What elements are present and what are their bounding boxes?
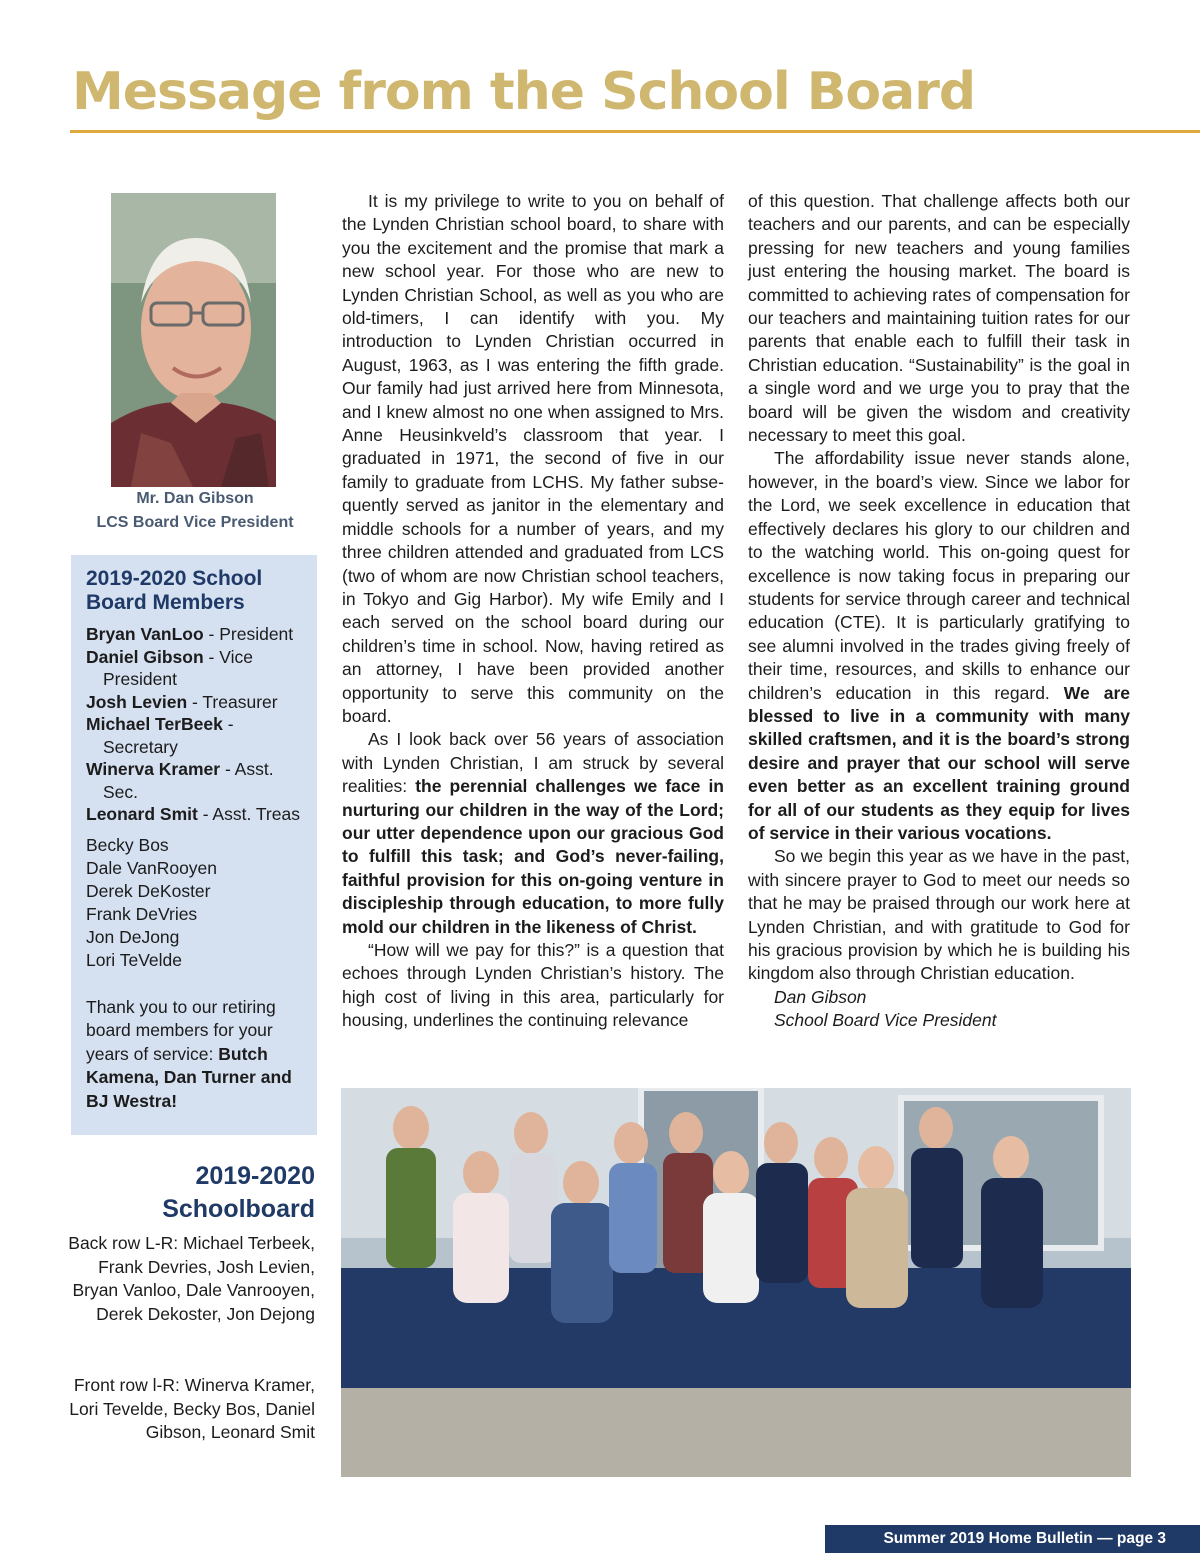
paragraph-emphasis: We are blessed to live in a community with many skilled craftsmen, and it is the board’s strong desire and prayer that our school will serve even better as an excellent training ground for all of our students as they equip for lives of service in their various vocations. [748,682,1130,843]
page-title: Message from the School Board [72,62,976,122]
front-row-caption: Front row l-R: Winerva Kramer, Lori Tevelde, Becky Bos, Daniel Gibson, Leonard Smit [69,1375,315,1442]
officer-role: - Asst. Sec. [103,759,274,802]
member-item: Dale VanRooyen [86,857,218,878]
schoolboard-heading-year: 2019-2020 [195,1162,315,1190]
officer-name: Josh Levien [86,691,188,712]
member-item: Derek DeKoster [86,880,211,901]
letter-paragraph: So we begin this year as we have in the past, with sincere prayer to God to meet our needs so that he may be praised through our work here at Lynden Christian, and with gratitude to God for his gracious provision by which he is building his kingdom also through Christian education. [748,846,1130,984]
paragraph-text: As I look back over 56 years of association with Lynden Christian, I am struck by several realities: [342,729,724,797]
officer-name: Leonard Smit [86,804,198,824]
portrait-illustration [111,193,276,487]
letter-column-1 [342,190,724,1033]
thanks-text: Thank you to our retiring board members for your years of service: [86,996,276,1064]
officer-name: Daniel Gibson [86,646,204,667]
letter-paragraph: “How will we pay for this?” is a question that echoes through Lynden Christian’s history. The high cost of living in this area, particularly for housing, underlines the continuing relevance [342,940,724,1031]
officer-item [86,646,303,691]
officer-name: Bryan VanLoo [86,624,204,644]
title-underline [70,130,1200,133]
letter-paragraph: of this question. That challenge affects both our teachers and our parents, and can be especially pressing for new teachers and young families just entering the housing market. The board is committed to achieving rates of compensation for our teachers and maintaining tuition rates for our parents that enable each to fulfill their task in Christian education. “Sustainability” is the goal in a single word and we urge you to pray that the board will be given the wisdom and creativity necessary to meet this goal. [748,191,1130,446]
member-item: Lori TeVelde [86,949,183,970]
officer-item [86,713,303,758]
signature-title: School Board Vice President [774,1010,997,1031]
schoolboard-heading [72,1160,315,1226]
schoolboard-heading-label: Schoolboard [162,1195,315,1223]
member-item: Jon DeJong [86,926,180,947]
officer-role: - Asst. Treas [197,804,300,824]
thanks-names: Butch Kamena, Dan Turner and BJ Westra! [86,1043,292,1111]
letter-paragraph [342,728,724,939]
signature-name: Dan Gibson [774,986,867,1007]
member-item: Becky Bos [86,834,169,855]
paragraph-text: The affordability issue never stands alone, however, in the board’s view. Since we labor for the Lord, we seek excellence in education that effectively declares his glory to our children and to the watching world. This on-going quest for excellence is now taking focus in preparing our students for service through career and technical education (CTE). It is particularly gratifying to see alumni involved in the trades giving freely of their time, resources, and skills to enhance our children’s education in this regard. [748,448,1130,703]
back-row-caption: Back row L-R: Michael Terbeek, Frank Devries, Josh Levien, Bryan Vanloo, Dale Vanrooyen, Derek Dekoster, Jon Dejong [68,1233,315,1324]
officer-item [86,803,303,826]
officer-item [86,758,303,803]
portrait-photo [111,193,276,487]
officer-name: Michael TerBeek [86,714,223,734]
member-item: Frank DeVries [86,903,198,924]
letter-paragraph [748,447,1130,845]
officer-role: - Vice President [103,646,253,689]
board-members-heading: 2019-2020 School Board Members [86,567,263,614]
officer-role: - Secretary [103,714,234,757]
officer-role: - President [203,624,294,644]
officer-role: - Treasurer [187,691,278,712]
portrait-name: Mr. Dan Gibson [136,490,254,507]
paragraph-emphasis: the perennial challenges we face in nurturing our children in the way of the Lord; our utter dependence upon our gracious God to fulfill this task; and God’s never-failing, faithful provision for this on-going venture in discipleship through education, to more fully mold our children in the likeness of Christ. [342,776,724,937]
letter-column-2 [748,190,1130,1033]
group-photo [341,1088,1131,1477]
member-list [86,834,303,972]
officer-name: Winerva Kramer [86,759,221,779]
board-members-box [71,555,317,1135]
page-footer: Summer 2019 Home Bulletin — page 3 [825,1525,1200,1553]
portrait-role: LCS Board Vice President [96,514,294,531]
group-photo-illustration [341,1088,1131,1477]
officer-item [86,691,303,714]
officer-list [86,623,303,826]
letter-paragraph: It is my privilege to write to you on behalf of the Lynden Christian school board, to share with you the excitement and the promise that mark a new school year. For those who are new to Lynden Christian School, as well as you who are old-timers, I can identify with you. My introduction to Lynden Christian occurred in August, 1963, as I was entering the fifth grade. Our family had just arrived here from Minnesota, and I knew almost no one when assigned to Mrs. Anne Heusinkveld’s classroom that year. I graduated in 1971, the second of five in our family to graduate from LCHS. My father subsequently served as janitor in the elementary and middle schools for a number of years, and my three children attended and graduated from LCS (two of whom are now Christian school teachers, in Tokyo and Gig Harbor). My wife Emily and I each served on the school board during our children’s time in school. Now, having retired as an attorney, I have been provided another opportunity to serve this community on the board. [342,191,724,726]
officer-item [86,623,303,646]
retiring-thanks [86,996,303,1114]
